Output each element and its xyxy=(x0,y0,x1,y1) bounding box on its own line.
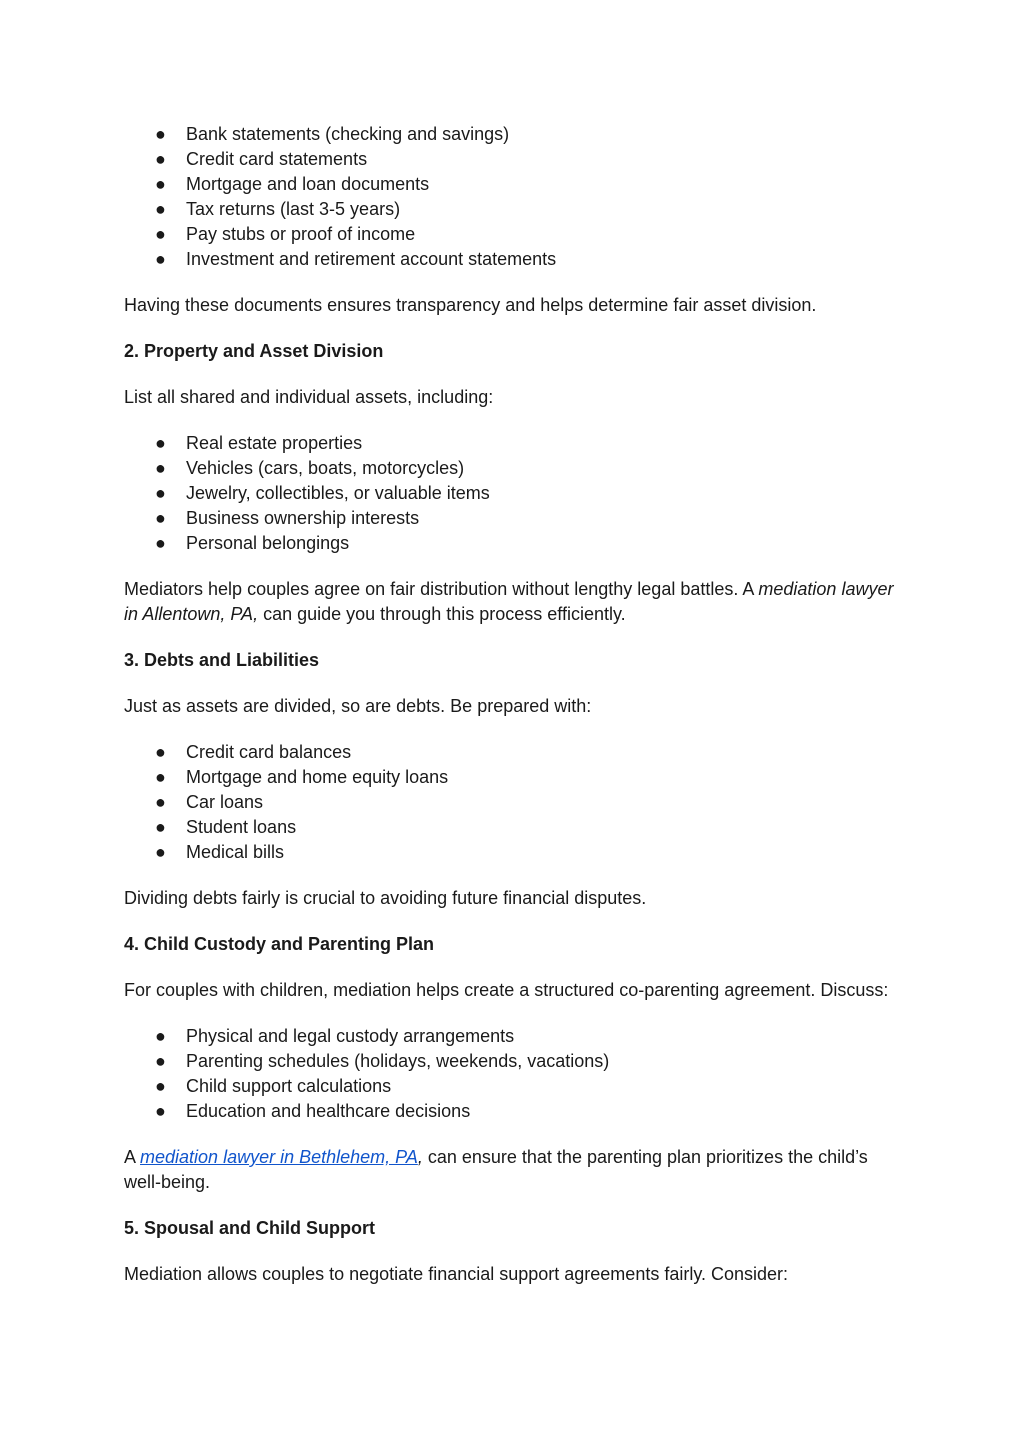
allentown-lawyer-emphasis: mediation lawyer in Allentown, PA, xyxy=(124,579,894,624)
paragraph-assets-intro: List all shared and individual assets, including: xyxy=(124,387,494,407)
bethlehem-lawyer-link[interactable]: mediation lawyer in Bethlehem, PA xyxy=(140,1147,418,1167)
section-heading-property: 2. Property and Asset Division xyxy=(124,341,384,361)
list-item: ● Real estate properties xyxy=(124,431,894,456)
paragraph-debts-intro: Just as assets are divided, so are debts. Be prepared with: xyxy=(124,696,592,716)
bullet-icon: ● xyxy=(155,174,166,194)
paragraph-mediators: Mediators help couples agree on fair distribution without lengthy legal battles. A mediation lawyer in Allentown, PA, can guide you through this process efficiently. xyxy=(124,579,894,624)
bullet-icon: ● xyxy=(155,124,166,144)
bullet-icon: ● xyxy=(155,792,166,812)
bullet-icon: ● xyxy=(155,483,166,503)
financial-documents-list xyxy=(124,122,894,272)
list-item: ● Car loans xyxy=(124,790,894,815)
list-item: ● Investment and retirement account statements xyxy=(124,247,894,272)
bullet-icon: ● xyxy=(155,199,166,219)
bullet-icon: ● xyxy=(155,249,166,269)
bullet-icon: ● xyxy=(155,508,166,528)
list-item: ● Parenting schedules (holidays, weekends, vacations) xyxy=(124,1049,894,1074)
bullet-icon: ● xyxy=(155,224,166,244)
list-item: ● Tax returns (last 3-5 years) xyxy=(124,197,894,222)
document-page xyxy=(124,122,894,1287)
bullet-icon: ● xyxy=(155,1026,166,1046)
bullet-icon: ● xyxy=(155,1051,166,1071)
list-item: ● Jewelry, collectibles, or valuable items xyxy=(124,481,894,506)
list-item: ● Credit card balances xyxy=(124,740,894,765)
bullet-icon: ● xyxy=(155,742,166,762)
list-item: ● Mortgage and loan documents xyxy=(124,172,894,197)
paragraph-custody-intro: For couples with children, mediation helps create a structured co-parenting agreement. Discuss: xyxy=(124,980,889,1000)
list-item: ● Student loans xyxy=(124,815,894,840)
debts-list xyxy=(124,740,894,865)
bullet-icon: ● xyxy=(155,533,166,553)
bullet-icon: ● xyxy=(155,458,166,478)
section-heading-debts: 3. Debts and Liabilities xyxy=(124,650,320,670)
list-item: ● Medical bills xyxy=(124,840,894,865)
section-heading-custody: 4. Child Custody and Parenting Plan xyxy=(124,934,435,954)
bullet-icon: ● xyxy=(155,149,166,169)
bullet-icon: ● xyxy=(155,842,166,862)
list-item: ● Vehicles (cars, boats, motorcycles) xyxy=(124,456,894,481)
list-item: ● Child support calculations xyxy=(124,1074,894,1099)
list-item: ● Education and healthcare decisions xyxy=(124,1099,894,1124)
bullet-icon: ● xyxy=(155,433,166,453)
list-item: ● Personal belongings xyxy=(124,531,894,556)
bullet-icon: ● xyxy=(155,817,166,837)
bullet-icon: ● xyxy=(155,1076,166,1096)
list-item: ● Mortgage and home equity loans xyxy=(124,765,894,790)
list-item: ● Credit card statements xyxy=(124,147,894,172)
paragraph-support-intro: Mediation allows couples to negotiate financial support agreements fairly. Consider: xyxy=(124,1264,789,1284)
section-heading-support: 5. Spousal and Child Support xyxy=(124,1218,376,1238)
bullet-icon: ● xyxy=(155,767,166,787)
bullet-icon: ● xyxy=(155,1101,166,1121)
list-item: ● Pay stubs or proof of income xyxy=(124,222,894,247)
list-item: ● Bank statements (checking and savings) xyxy=(124,122,894,147)
assets-list xyxy=(124,431,894,556)
paragraph-bethlehem: A mediation lawyer in Bethlehem, PA, can ensure that the parenting plan prioritizes the child’s well-being. xyxy=(124,1147,868,1192)
paragraph-documents: Having these documents ensures transparency and helps determine fair asset division. xyxy=(124,295,817,315)
list-item: ● Physical and legal custody arrangements xyxy=(124,1024,894,1049)
custody-list xyxy=(124,1024,894,1124)
paragraph-debts: Dividing debts fairly is crucial to avoiding future financial disputes. xyxy=(124,888,647,908)
list-item: ● Business ownership interests xyxy=(124,506,894,531)
